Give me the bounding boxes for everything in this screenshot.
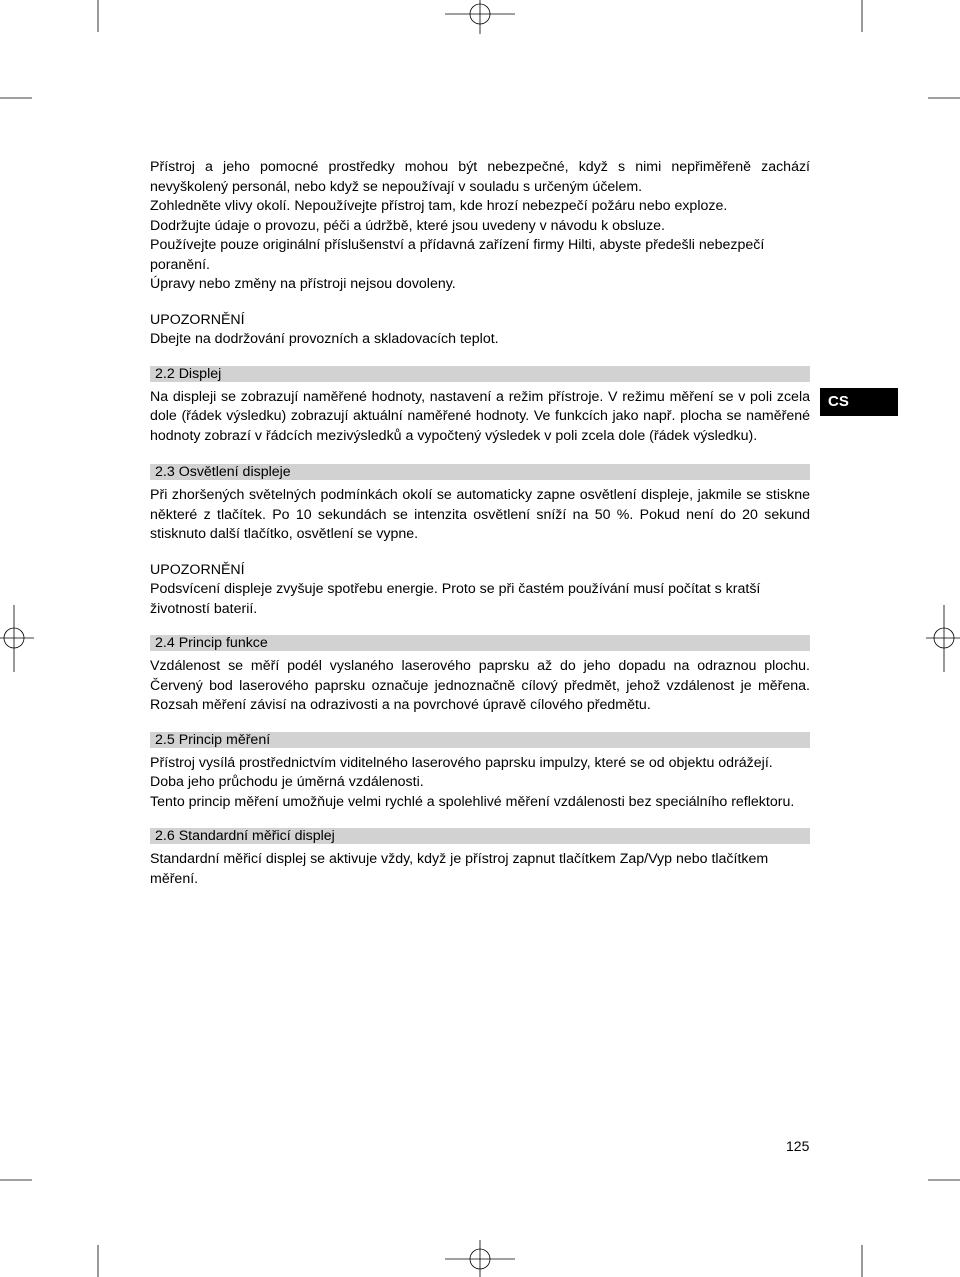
section-heading-2-6 [150, 828, 810, 844]
section-number: 2.5 [155, 731, 175, 748]
section-number: 2.2 [155, 365, 175, 382]
page-number: 125 [786, 1138, 810, 1154]
intro-line: Používejte pouze originální příslušenství a přídavná zařízení firmy Hilti, abyste předešli nebezpečí poranění. [150, 237, 765, 273]
section-text: Tento princip měření umožňuje velmi rychlé a spolehlivé měření vzdálenosti bez speciálního reflektoru. [150, 793, 795, 810]
section-text: Doba jeho průchodu je úměrná vzdálenosti. [150, 774, 424, 790]
intro-line: Úpravy nebo změny na přístroji nejsou dovoleny. [150, 276, 456, 292]
section-heading-2-3 [150, 464, 810, 480]
section-number: 2.6 [155, 828, 175, 844]
section-title: Princip měření [178, 731, 271, 748]
section-heading-2-4 [150, 635, 810, 651]
section-title: Standardní měřicí displej [178, 828, 335, 844]
warning-title: UPOZORNĚNÍ [150, 311, 245, 328]
intro-line: Dodržujte údaje o provozu, péči a údržbě, které jsou uvedeny v návodu k obsluze. [150, 217, 666, 234]
intro-line: Zohledněte vlivy okolí. Nepoužívejte přístroj tam, kde hrozí nebezpečí požáru nebo exploze. [150, 198, 728, 214]
language-tab: CS [820, 388, 898, 416]
section-text: Standardní měřicí displej se aktivuje vždy, když je přístroj zapnut tlačítkem Zap/Vyp nebo tlačítkem měření. [150, 851, 769, 887]
section-text: Při zhoršených světelných podmínkách okolí se automaticky zapne osvětlení displeje, jakmile se stiskne některé z tlačítek. Po 10 sekundách se intenzita osvětlení sníží na 50 %. Pokud není do 20 sekund stisknuto další tlačítko, osvětlení se vypne. [150, 487, 810, 542]
section-heading-2-5 [150, 732, 810, 748]
page-content [150, 158, 810, 889]
section-title: Princip funkce [178, 635, 268, 651]
section-number: 2.4 [155, 635, 175, 651]
section-text: Na displeji se zobrazují naměřené hodnoty, nastavení a režim přístroje. V režimu měření se v poli zcela dole (řádek výsledku) zobrazují aktuální naměřené hodnoty. Ve funkcích jako např. plocha se naměřené hodnoty zobrazí v řádcích mezivýsledků a vypočtený výsledek v poli zcela dole (řádek výsledku). [150, 388, 810, 444]
section-title: Displej [178, 365, 222, 382]
section-text: Vzdálenost se měří podél vyslaného laserového paprsku až do jeho dopadu na odraznou plochu. Červený bod laserového paprsku označuje jednoznačně cílový předmět, jehož vzdálenost je měřena. Rozsah měření závisí na odrazivosti a na povrchové úpravě cílového předmětu. [150, 658, 810, 713]
section-text: Přístroj vysílá prostřednictvím viditelného laserového paprsku impulzy, které se od objektu odrážejí. [150, 754, 773, 771]
section-heading-2-2 [150, 366, 810, 382]
warning-text: Dbejte na dodržování provozních a skladovacích teplot. [150, 331, 499, 347]
intro-paragraph: Přístroj a jeho pomocné prostředky mohou být nebezpečné, když s nimi nepřiměřeně zachází nevyškolený personál, nebo když se nepoužívají v souladu s určeným účelem. [150, 159, 810, 195]
section-number: 2.3 [155, 464, 175, 480]
warning-title: UPOZORNĚNÍ [150, 561, 245, 578]
section-title: Osvětlení displeje [178, 464, 291, 480]
warning-text: Podsvícení displeje zvyšuje spotřebu energie. Proto se při častém používání musí počítat s kratší životností baterií. [150, 581, 761, 617]
